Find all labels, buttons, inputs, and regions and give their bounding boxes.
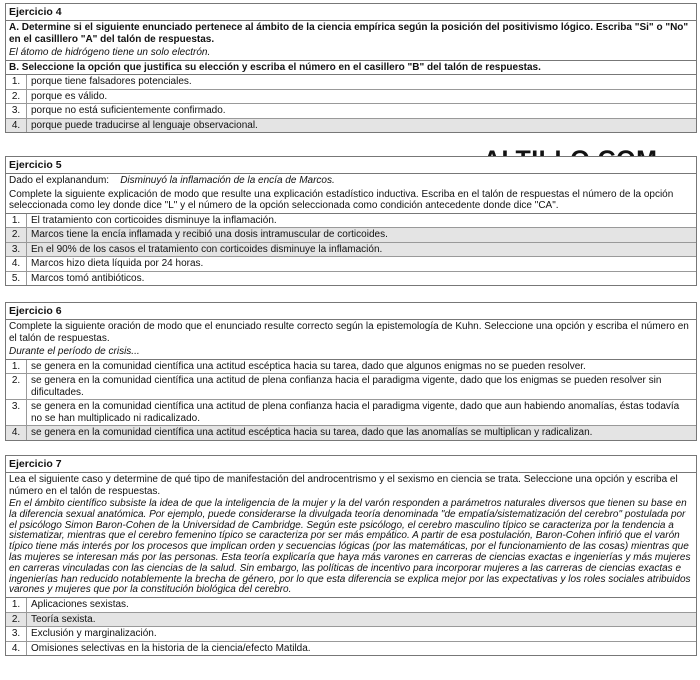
option-number: 1. — [6, 75, 27, 89]
option-row[interactable] — [6, 425, 696, 440]
exercise-4-part-a-instructions: A. Determine si el siguiente enunciado pertenece al ámbito de la ciencia empírica según la posición del positivismo lógico. Escriba "Si" o "No" en el casilllero "A" del talón de respuestas. — [9, 22, 689, 45]
exercise-6-section — [5, 302, 697, 441]
option-row[interactable] — [6, 118, 696, 133]
exercise-4-title: Ejercicio 4 — [6, 4, 696, 21]
exercise-5-explanandum-line — [6, 174, 696, 188]
exercise-4-section — [5, 3, 697, 133]
option-label: porque tiene falsadores potenciales. — [31, 76, 192, 87]
exercise-4-part-b-instructions: B. Seleccione la opción que justifica su elección y escriba el número en el casillero "B" del talón de respuestas. — [6, 60, 696, 75]
option-row[interactable] — [6, 256, 696, 271]
option-label: se genera en la comunidad científica una actitud de plena confianza hacia el paradigma vigente, dado que aun habiendo anomalías, éstas todavía no se han multiplicado ni radicalizado. — [31, 401, 680, 424]
option-label: El tratamiento con corticoides disminuye la inflamación. — [31, 214, 277, 226]
exercise-7-section — [5, 455, 697, 656]
option-number: 2. — [6, 228, 27, 242]
exercise-5-instructions: Complete la siguiente explicación de modo que resulte una explicación estadístico inductiva. Escriba en el talón de respuestas el número de la opción seleccionada como ley donde dice "L" y el número de la opción seleccionada como condición antecedente donde dice "CA". — [9, 188, 674, 211]
option-number: 1. — [6, 214, 27, 228]
option-number: 5. — [6, 272, 27, 286]
option-label: Exclusión y marginalización. — [31, 628, 157, 640]
option-row[interactable] — [6, 373, 696, 399]
option-row[interactable] — [6, 227, 696, 242]
option-label: porque es válido. — [31, 90, 108, 102]
option-row[interactable] — [6, 359, 696, 374]
option-row[interactable] — [6, 74, 696, 89]
exercise-5-section — [5, 156, 697, 286]
option-row[interactable] — [6, 213, 696, 228]
option-number: 2. — [6, 613, 27, 627]
option-row[interactable] — [6, 242, 696, 257]
exercise-6-title: Ejercicio 6 — [6, 303, 696, 320]
option-row[interactable] — [6, 399, 696, 425]
option-number: 2. — [6, 374, 27, 399]
exercise-7-instructions: Lea el siguiente caso y determine de qué tipo de manifestación del androcentrismo y el sexismo en ciencia se trata. Seleccione una opción y escriba el número en el talón de respuestas. — [9, 474, 678, 497]
option-number: 3. — [6, 400, 27, 425]
option-row[interactable] — [6, 89, 696, 104]
option-label: Marcos tomó antibióticos. — [31, 272, 145, 284]
option-number: 1. — [6, 598, 27, 612]
exercise-6-prompt: Durante el período de crisis... — [9, 346, 140, 357]
explanandum-text: Disminuyó la inflamación de la encía de Marcos. — [120, 175, 335, 186]
option-label: porque no está suficientemente confirmado. — [31, 105, 226, 116]
exercise-4-statement: El átomo de hidrógeno tiene un solo electrón. — [9, 47, 211, 58]
option-number: 4. — [6, 119, 27, 133]
option-number: 4. — [6, 426, 27, 440]
option-number: 4. — [6, 257, 27, 271]
exercise-7-case-text: En el ámbito científico subsiste la idea de que la inteligencia de la mujer y la del varón responden a parámetros naturales diversos que tienen su base en la diferencia sexual anatómica. Por ejemplo, puede considerarse la divulgada teoría denominada "de empatía/sistematización del cerebro" postulada por el psicólogo Simon Baron-Cohen de la Universidad de Cambridge. Según este psicólogo, el cerebro masculino típico se caracteriza por la tendencia a sistematizar, mientras que el cerebro femenino típico se caracteriza por ser más empático. A partir de esa postulación, Baron-Cohen infirió que el varón típico tiene más interés por los procesos que implican orden y secuencias lógicas (por las matemáticas, por el funcionamiento de las cosas) mientras que las mujeres se interesan más por las personas. Esta teoría explicaría que haya más varones en carreras de ciencias exactas e ingenierías y más mujeres en carreras vinculadas con las ciencias de la salud. Sin embargo, las políticas de incentivo para incorporar mujeres a las carreras de ciencias exactas e ingenierías han reducido notablemente la brecha de género, por lo que esta diferencia se explica mejor por las expectativas y los roles sociales atribuidos varones y mujeres que por la constitución biológica del cerebro. — [9, 498, 691, 596]
exercise-7-title: Ejercicio 7 — [6, 456, 696, 473]
explanandum-label: Dado el explanandum: — [9, 175, 110, 186]
option-number: 3. — [6, 104, 27, 118]
option-row[interactable] — [6, 641, 696, 656]
option-label: Aplicaciones sexistas. — [31, 599, 129, 611]
option-label: En el 90% de los casos el tratamiento con corticoides disminuye la inflamación. — [31, 243, 383, 255]
option-label: Teoría sexista. — [31, 613, 96, 625]
option-number: 3. — [6, 627, 27, 641]
option-row[interactable] — [6, 626, 696, 641]
option-row[interactable] — [6, 597, 696, 612]
option-row[interactable] — [6, 612, 696, 627]
option-number: 1. — [6, 360, 27, 374]
option-number: 4. — [6, 642, 27, 656]
option-label: Marcos hizo dieta líquida por 24 horas. — [31, 258, 204, 269]
exercise-6-instructions: Complete la siguiente oración de modo que el enunciado resulte correcto según la epistemología de Kuhn. Seleccione una opción y escriba el número en el talón de respuestas. — [9, 321, 689, 344]
option-number: 3. — [6, 243, 27, 257]
option-row[interactable] — [6, 103, 696, 118]
exercise-5-title: Ejercicio 5 — [6, 157, 696, 174]
option-row[interactable] — [6, 271, 696, 286]
option-label: Marcos tiene la encía inflamada y recibió una dosis intramuscular de corticoides. — [31, 229, 388, 240]
option-label: se genera en la comunidad científica una actitud escéptica hacia su tarea, dado que algunos enigmas no se pueden resolver. — [31, 360, 586, 372]
option-label: se genera en la comunidad científica una actitud escéptica hacia su tarea, dado que las anomalías se multiplican y radicalizan. — [31, 427, 593, 438]
option-number: 2. — [6, 90, 27, 104]
option-label: Omisiones selectivas en la historia de la ciencia/efecto Matilda. — [31, 642, 311, 654]
option-label: se genera en la comunidad científica una actitud de plena confianza hacia el paradigma vigente, dado que los enigmas se pueden resolver sin dificultades. — [31, 375, 662, 398]
option-label: porque puede traducirse al lenguaje observacional. — [31, 119, 258, 131]
